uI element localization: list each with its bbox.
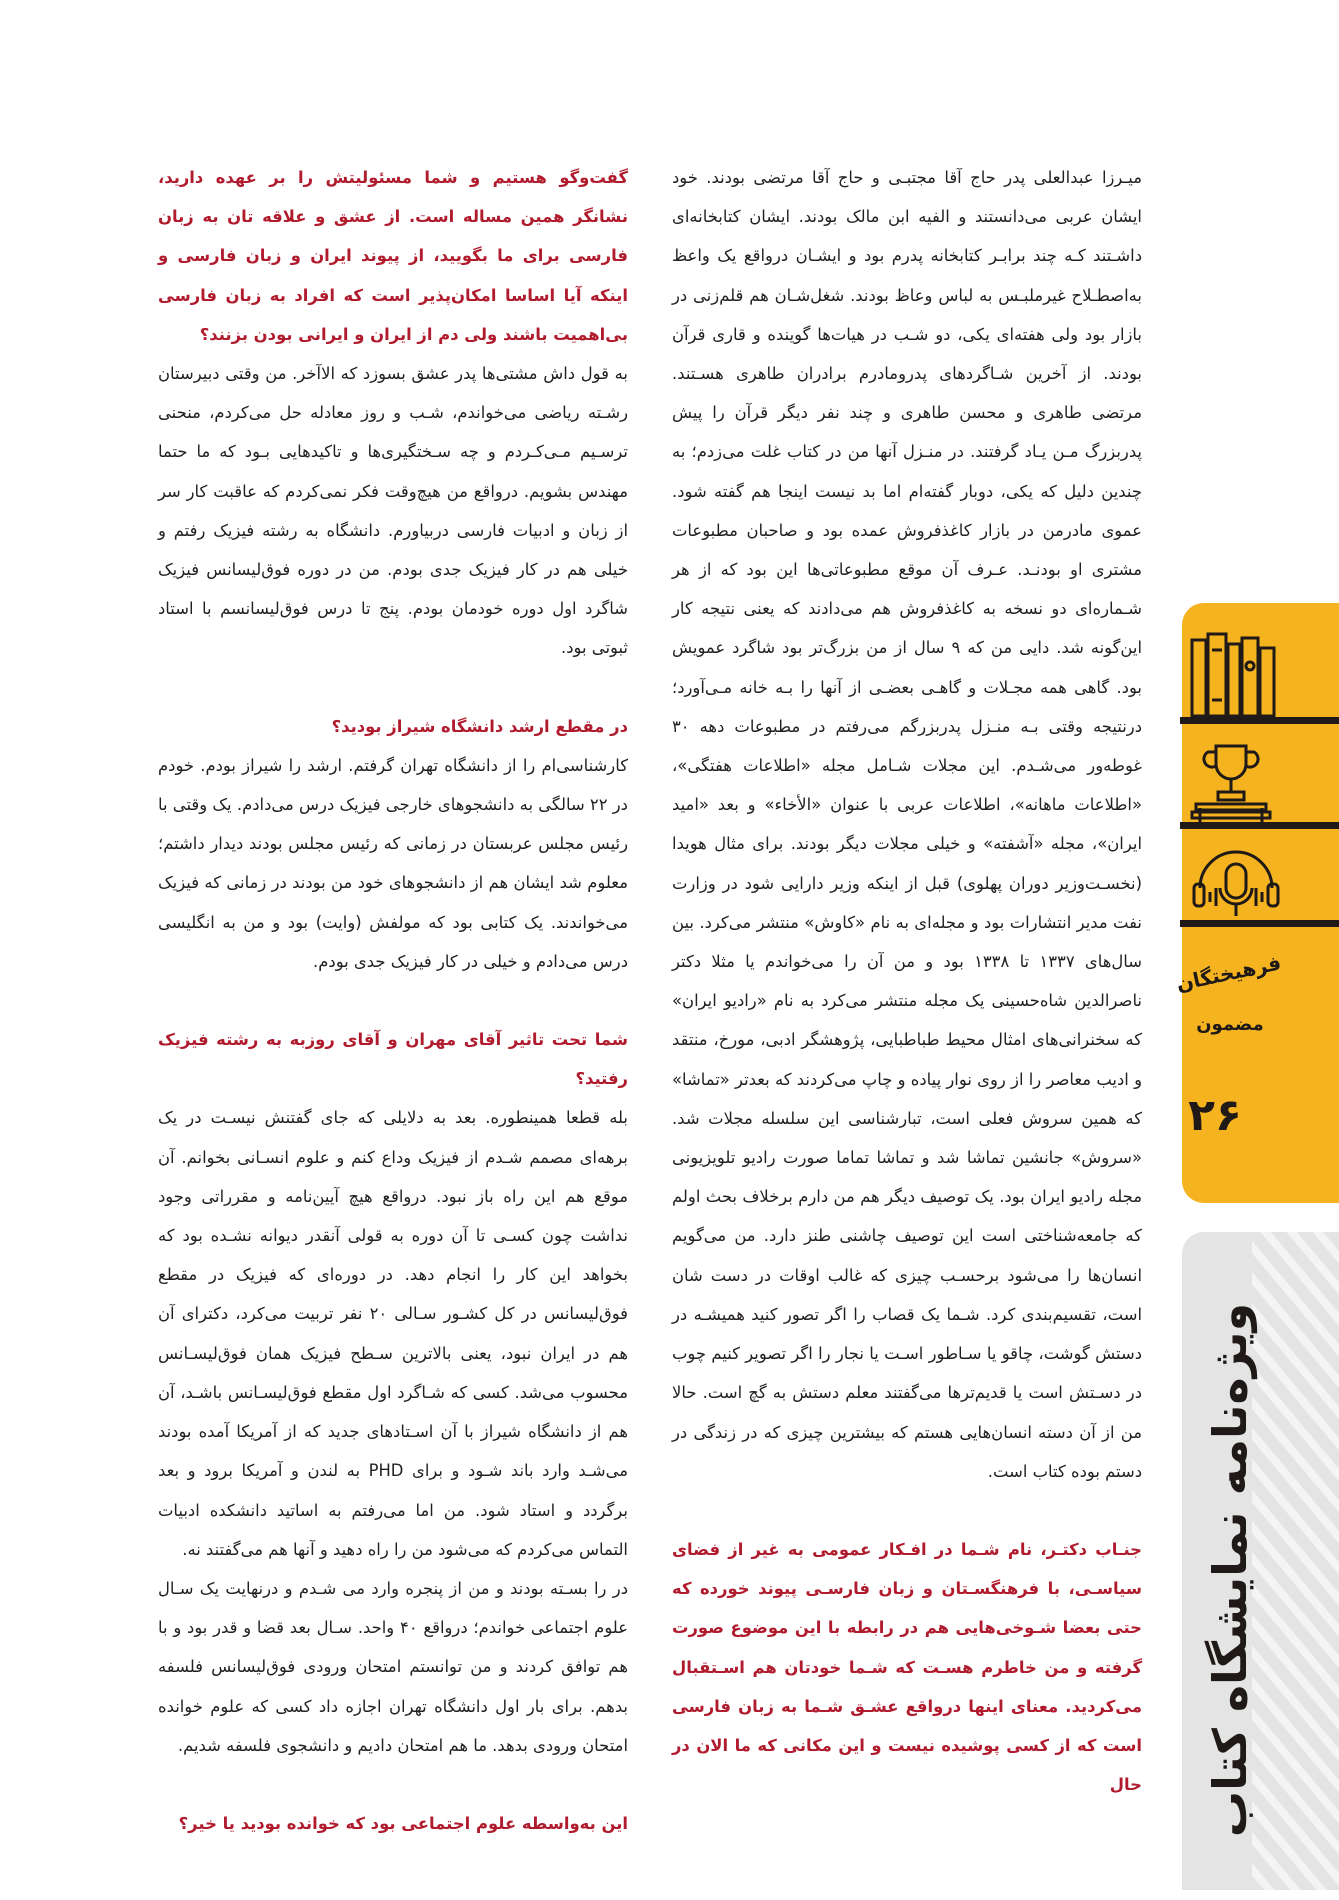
paragraph: کارشناسی‌ام را از دانشگاه تهران گرفتم. ارشد را شیراز بودم. خودم در ۲۲ سالگی به دانشجوهای خارجی فیزیک درس می‌دادم. یک وقتی با رئیس مجلس عربستان در زمانی که رئیس مجلس بودند دیدار داشتم؛ معلوم شد ایشان هم از دانشجوهای خود من بودند در زمانی که فیزیک می‌خواندند. یک کتابی بود که مولفش (وایت) بود و من به انگلیسی درس می‌دادم و خیلی در کار فیزیک جدی بودم. (158, 755, 628, 971)
svg-text:مضمون: مضمون (1196, 1014, 1264, 1035)
interview-question: گفت‌وگو هستیم و شما مسئولیتش را بر عهده دارید، نشانگر همین مساله است. از عشق و علاقه تان به زبان فارسی برای ما بگویید، از پیوند ایران و زبان فارسی و اینکه آیا اساسا امکان‌پذیر است که افراد به زبان فارسی بی‌اهمیت باشند ولی دم از ایران و ایرانی بودن بزنند؟ (158, 168, 628, 344)
paragraph-gap (158, 1765, 628, 1804)
paragraph-gap (158, 981, 628, 1020)
shelf-line (1180, 920, 1339, 927)
podcast-microphone-icon (1190, 842, 1282, 920)
books-icon (1186, 630, 1286, 718)
paragraph-gap (672, 1491, 1142, 1530)
section-title: ویژه‌نامه نمایشگاه کتاب (1202, 1302, 1257, 1838)
shelf-line (1180, 822, 1339, 829)
interview-question: جنـاب دکتـر، نام شـما در افـکار عمومی به غیر از فضای سیاسـی، با فرهنگسـتان و زبان فارسـی پیوند خورده که حتی بعضا شـوخی‌هایی هم در رابطه با این موضوع صورت گرفته و من خاطرم هسـت که شـما خودتان هم اسـتقبال می‌کردید. معنای اینها درواقع عشـق شـما به زبان فارسی است که از کسی پوشیده نیست و این مکانی که ما الان در حال (672, 1539, 1142, 1795)
trophy-icon (1190, 738, 1272, 822)
article-column-left (158, 158, 628, 1843)
svg-text:فرهیختگان: فرهیختگان (1174, 950, 1284, 996)
paragraph: به قول داش مشتی‌ها پدر عشق بسوزد که الاآخر. من وقتی دبیرستان رشـته ریاضی می‌خواندم، شـب و روز معادله حل می‌کردم، منحنی ترسـیم مـی‌کـردم و چه سـختگیری‌ها و تاکیدهایی بـود که ما حتما مهندس بشویم. درواقع من هیچ‌وقت فکر نمی‌کردم که عاقبت کار سر از زبان و ادبیات فارسی دربیاورم. دانشگاه به رشته فیزیک رفتم و خیلی هم در کار فیزیک جدی بودم. من در دوره فوق‌لیسانس فیزیک شاگرد اول دوره خودمان بودم. پنج تا درس فوق‌لیسانسم با استاد ثبوتی بود. (158, 364, 628, 658)
paragraph: بله قطعا همینطوره. بعد به دلایلی که جای گفتنش نیسـت در یک برهه‌ای مصمم شـدم از فیزیک وداع کنم و علوم انسـانی بخوانم. آن موقع هم این راه باز نبود. درواقع هیچ آیین‌نامه و مقرراتی وجود نداشت چون کسـی تا آن دوره به قولی آنقدر دیوانه نشـده بود که بخواهد این کار را انجام دهد. در دوره‌ای که فیزیک در مقطع فوق‌لیسانس در کل کشـور سـالی ۲۰ نفر تربیت می‌کرد، دکترای آن هم در ایران نبود، یعنی بالاترین سـطح فیزیک همان فوق‌لیسـانس محسوب می‌شد. کسی که شـاگرد اول مقطع فوق‌لیسـانس باشـد، آن هم از دانشگاه شیراز با آن اسـتادهای جدید که از آمریکا آمده بودند می‌شـد وارد باند شـود و برای PHD به لندن و آمریکا برود و بعد برگردد و استاد شود. من اما می‌رفتم به اساتید دانشکده ادبیات التماس می‌کردم که می‌شود من را راه دهید و آنها هم می‌گفتند نه. (158, 1108, 629, 1559)
section-title-vertical (1190, 1240, 1270, 1900)
shelf-line (1180, 717, 1339, 724)
paragraph: میـرزا عبدالعلی پدر حاج آقا مجتبـی و حاج آقا مرتضی بودند. خود ایشان عربی می‌دانستند و الفیه ابن مالک بودند. ایشان کتابخانه‌ای داشـتند کـه چند برابـر کتابخانه پدرم بود و ایشـان درواقع یک واعظ به‌اصطـلاح غیرملبـس به لباس وعاظ بودند. شغل‌شـان هم قلم‌زنی در بازار بود ولی هفته‌ای یکی، دو شـب در هیات‌ها گوینده و قاری قرآن بودند. از آخرین شـاگردهای پدرومادرم برادران طاهری هسـتند. مرتضی طاهری و محسن طاهری و چند نفر دیگر قرآن را پیش پدربزرگ مـن یـاد گرفتند. در منـزل آنها من در کتاب غلت می‌زدم؛ به چندین دلیل که یکی، دوبار گفته‌ام اما بد نیست اینجا هم گفته شود. عموی مادرمن در بازار کاغذفروش عمده بود و صاحبان مطبوعات مشتری او بودنـد. عـرف آن موقع مطبوعاتی‌ها این بود که از هر شـماره‌ای دو نسخه به کاغذفروش هم می‌دادند که یعنی نتیجه کار این‌گونه شد. دایی من که ۹ سال از من بزرگ‌تر بود شاگرد عمویش بود. گاهی همه مجـلات و گاهـی بعضـی از آنها را بـه خانه مـی‌آورد؛ درنتیجه وقتی بـه منـزل پدربزرگم می‌رفتم در مطبوعات دهه ۳۰ غوطه‌ور می‌شـدم. این مجلات شـامل مجله «اطلاعات هفتگی»، «اطلاعات ماهانه»، اطلاعات عربی با عنوان «الأخاء» و بعد «امید ایران»، مجله «آشفته» و خیلی مجلات دیگر بودند. برای مثال هویدا (نخسـت‌وزیر دوران پهلوی) قبل از اینکه وزیر دارایی شود در وزارت نفت مدیر انتشارات بود و مجله‌ای به نام «کاوش» منتشر می‌کرد. بین سال‌های ۱۳۳۷ تا ۱۳۳۸ بود و من آن را می‌خواندم یا مثلا دکتر ناصرالدین شاه‌حسینی یک مجله منتشر می‌کرد به نام «رادیو ایران» که سخنرانی‌های امثال محیط طباطبایی، پژوهشگر ادبی، مورخ، منتقد و ادیب معاصر را از روی نوار پیاده و چاپ می‌کردند که بعدتر «تماشا» که همین سروش فعلی است، تبارشناسی این سلسله مجلات شد. «سروش» جانشین تماشا شد و تماشا تماما صورت رادیو تلویزیونی مجله رادیو ایران بود. یک توصیف دیگر هم من دارم برخلاف بحث اولم که جامعه‌شناختی است این توصیف چاشنی طنز دارد. من می‌گویم انسان‌ها را می‌شود برحسـب چیزی که غالب اوقات در دست شان است، تقسیم‌بندی کرد. شـما یک قصاب را اگر تصور کنید همیشـه در دستش گوشت، چاقو یا سـاطور اسـت یا نجار را اگر تصویر کنیم چوب در دسـتش است یا قدیم‌ترها می‌گفتند معلم دستش به گچ است. حالا من از آن دسته انسان‌هایی هستم که بیشترین چیزی که در زندگی در دستم بوده کتاب است. (672, 168, 1143, 1481)
interview-question: این به‌واسطه علوم اجتماعی بود که خوانده بودید یا خیر؟ (178, 1813, 628, 1833)
interview-question: شما تحت تاثیر آقای مهران و آقای روزبه به رشته فیزیک رفتید؟ (158, 1030, 628, 1089)
magazine-logo (1174, 940, 1284, 1040)
article-column-right (672, 158, 1142, 1804)
paragraph-gap (158, 668, 628, 707)
page-number: ۲۶ (1188, 1090, 1242, 1141)
paragraph: در را بسـته بودند و من از پنجره وارد می شـدم و درنهایت یک سـال علوم اجتماعی خواندم؛ درواقع ۴۰ واحد. سـال بعد قضا و قدر بود و با هم توافق کردند و من توانستم امتحان ورودی فوق‌لیسانس فلسفه بدهم. برای بار اول دانشگاه تهران اجازه داد کسی که علوم خوانده امتحان ورودی بدهد. ما هم امتحان دادیم و دانشجوی فلسفه شدیم. (158, 1578, 629, 1755)
interview-question: در مقطع ارشد دانشگاه شیراز بودید؟ (331, 716, 628, 736)
